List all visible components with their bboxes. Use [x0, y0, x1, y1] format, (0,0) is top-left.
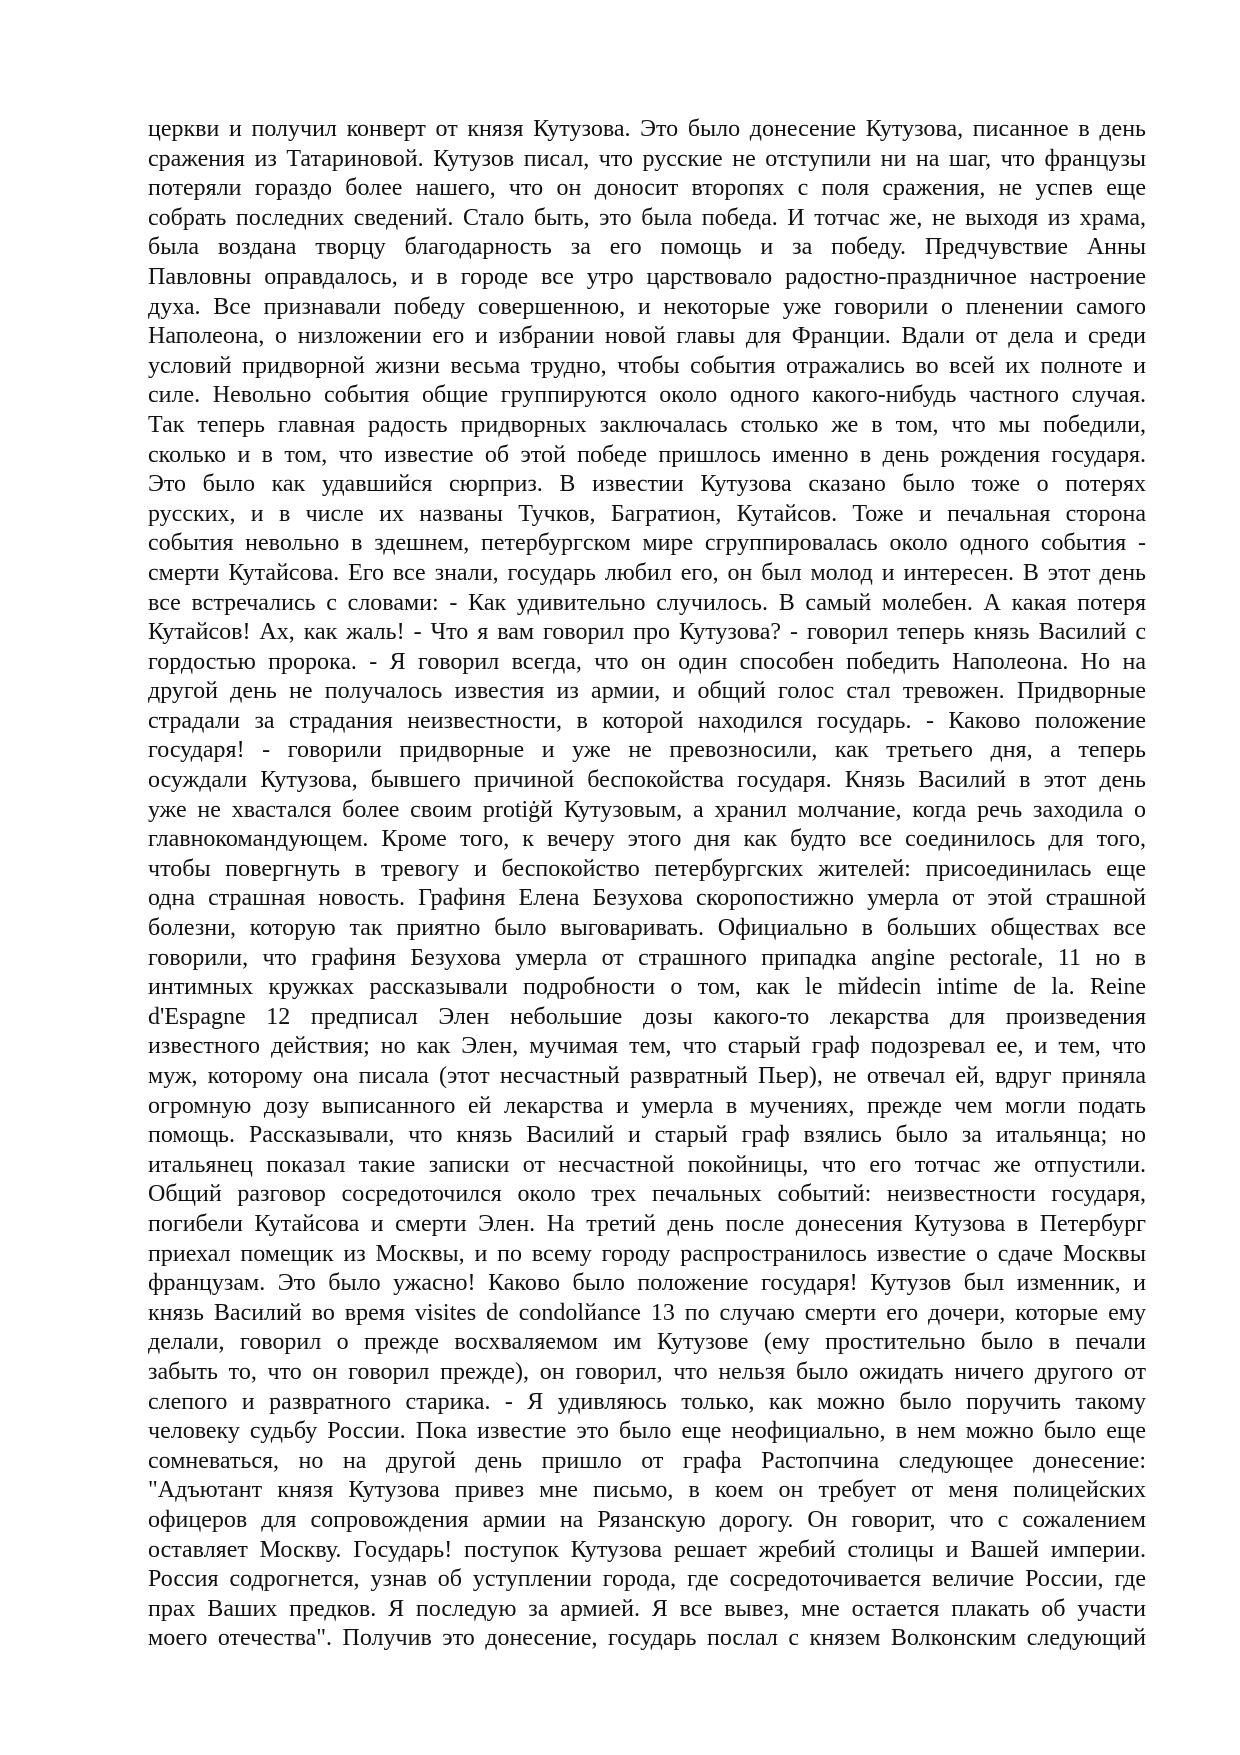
text-line: приехал помещик из Москвы, и по всему городу распространилось известие о сдаче Москвы [148, 1240, 1146, 1267]
text-line: погибели Кутайсова и смерти Элен. На третий день после донесения Кутузова в Петербург [148, 1210, 1146, 1237]
text-line: Наполеона, о низложении его и избрании новой главы для Франции. Вдали от дела и среди [148, 323, 1146, 350]
text-line: "Адъютант князя Кутузова привез мне письмо, в коем он требует от меня полицейских [148, 1477, 1146, 1504]
text-line: события невольно в здешнем, петербургском мире сгруппировалась около одного события - [148, 530, 1146, 557]
text-line: интимных кружках рассказывали подробности о том, как le mйdecin intime de la. Reine [148, 974, 1146, 1001]
text-line: помощь. Рассказывали, что князь Василий и старый граф взялись было за итальянца; но [148, 1122, 1146, 1149]
text-line: осуждали Кутузова, бывшего причиной беспокойства государя. Князь Василий в этот день [148, 767, 1146, 794]
text-line [148, 1654, 1146, 1684]
text-line: итальянец показал такие записки от несчастной покойницы, что его тотчас же отпустили. [148, 1151, 1146, 1178]
text-line: силе. Невольно события общие группируются около одного какого-нибудь частного случая. [148, 382, 1146, 409]
text-line: другой день не получалось известия из армии, и общий голос стал тревожен. Придворные [148, 678, 1146, 705]
text-line: государя! - говорили придворные и уже не превозносили, как третьего дня, а теперь [148, 737, 1146, 764]
text-line: забыть то, что он говорил прежде), он говорил, что нельзя было ожидать ничего другого от [148, 1358, 1146, 1385]
text-line: прах Ваших предков. Я последую за армией. Я все вывез, мне остается плакать об участи [148, 1595, 1146, 1622]
text-line: Кутайсов! Ах, как жаль! - Что я вам говорил про Кутузова? - говорил теперь князь Василий с [148, 619, 1146, 646]
text-line: слепого и развратного старика. - Я удивляюсь только, как можно было поручить такому [148, 1388, 1146, 1415]
text-line: церкви и получил конверт от князя Кутузова. Это было донесение Кутузова, писанное в день [148, 116, 1146, 142]
text-line: человеку судьбу России. Пока известие это было еще неофициально, в нем можно было еще [148, 1418, 1146, 1445]
text-line: русских, и в числе их названы Тучков, Багратион, Кутайсов. Тоже и печальная сторона [148, 500, 1146, 527]
text-line: все встречались с словами: - Как удивительно случилось. В самый молебен. А какая потеря [148, 589, 1146, 616]
text-line: Павловны оправдалось, и в городе все утро царствовало радостно-праздничное настроение [148, 263, 1146, 290]
text-line: Это было как удавшийся сюрприз. В известии Кутузова сказано было тоже о потерях [148, 471, 1146, 498]
text-line: оставляет Москву. Государь! поступок Кутузова решает жребий столицы и Вашей империи. [148, 1536, 1146, 1563]
text-line: Так теперь главная радость придворных заключалась столько же в том, что мы победили, [148, 411, 1146, 438]
text-line: чтобы повергнуть в тревогу и беспокойство петербургских жителей: присоединилась еще [148, 855, 1146, 882]
text-line: муж, которому она писала (этот несчастный развратный Пьер), не отвечал ей, вдруг приняла [148, 1063, 1146, 1089]
text-line: известного действия; но как Элен, мучимая тем, что старый граф подозревал ее, и тем, что [148, 1033, 1146, 1060]
body-text [148, 115, 1146, 1683]
text-line: d'Espagne 12 предписал Элен небольшие дозы какого-то лекарства для произведения [148, 1003, 1146, 1030]
text-line: гордостью пророка. - Я говорил всегда, что он один способен победить Наполеона. Но на [148, 648, 1146, 675]
text-line: была воздана творцу благодарность за его помощь и за победу. Предчувствие Анны [148, 234, 1146, 261]
text-line: собрать последних сведений. Стало быть, это была победа. И тотчас же, не выходя из храма, [148, 204, 1146, 231]
text-line: огромную дозу выписанного ей лекарства и умерла в мучениях, прежде чем могли подать [148, 1092, 1146, 1119]
text-line: сколько и в том, что известие об этой победе пришлось именно в день рождения государя. [148, 441, 1146, 468]
text-line: сомневаться, но на другой день пришло от графа Растопчина следующее донесение: [148, 1447, 1146, 1474]
text-line: болезни, которую так приятно было выговаривать. Официально в больших обществах все [148, 915, 1146, 942]
text-line: условий придворной жизни весьма трудно, чтобы события отражались во всей их полноте и [148, 352, 1146, 379]
text-line: французам. Это было ужасно! Каково было положение государя! Кутузов был изменник, и [148, 1270, 1146, 1297]
text-line: страдали за страдания неизвестности, в которой находился государь. - Каково положение [148, 707, 1146, 734]
text-line: духа. Все признавали победу совершенною, и некоторые уже говорили о пленении самого [148, 293, 1146, 320]
text-line: одна страшная новость. Графиня Елена Безухова скоропостижно умерла от этой страшной [148, 885, 1146, 912]
text-line: уже не хвастался более своим protiġй Кутузовым, а хранил молчание, когда речь заходила о [148, 796, 1146, 823]
text-line: князь Василий во время visites de condolйance 13 по случаю смерти его дочери, которые ему [148, 1299, 1146, 1326]
text-line: Общий разговор сосредоточился около трех печальных событий: неизвестности государя, [148, 1181, 1146, 1208]
text-line: сражения из Татариновой. Кутузов писал, что русские не отступили ни на шаг, что французы [148, 145, 1146, 172]
text-line: офицеров для сопровождения армии на Рязанскую дорогу. Он говорит, что с сожалением [148, 1506, 1146, 1533]
text-line: смерти Кутайсова. Его все знали, государь любил его, он был молод и интересен. В этот день [148, 559, 1146, 586]
text-line: говорили, что графиня Безухова умерла от страшного припадка angine pectorale, 11 но в [148, 944, 1146, 971]
text-line: потеряли гораздо более нашего, что он доносит второпях с поля сражения, не успев еще [148, 175, 1146, 202]
text-line: главнокомандующем. Кроме того, к вечеру этого дня как будто все соединилось для того, [148, 826, 1146, 853]
text-line: Россия содрогнется, узнав об уступлении города, где сосредоточивается величие России, где [148, 1566, 1146, 1593]
text-line: моего отечества". Получив это донесение, государь послал с князем Волконским следующий [148, 1625, 1146, 1652]
text-line: делали, говорил о прежде восхваляемом им Кутузове (ему простительно было в печали [148, 1329, 1146, 1356]
